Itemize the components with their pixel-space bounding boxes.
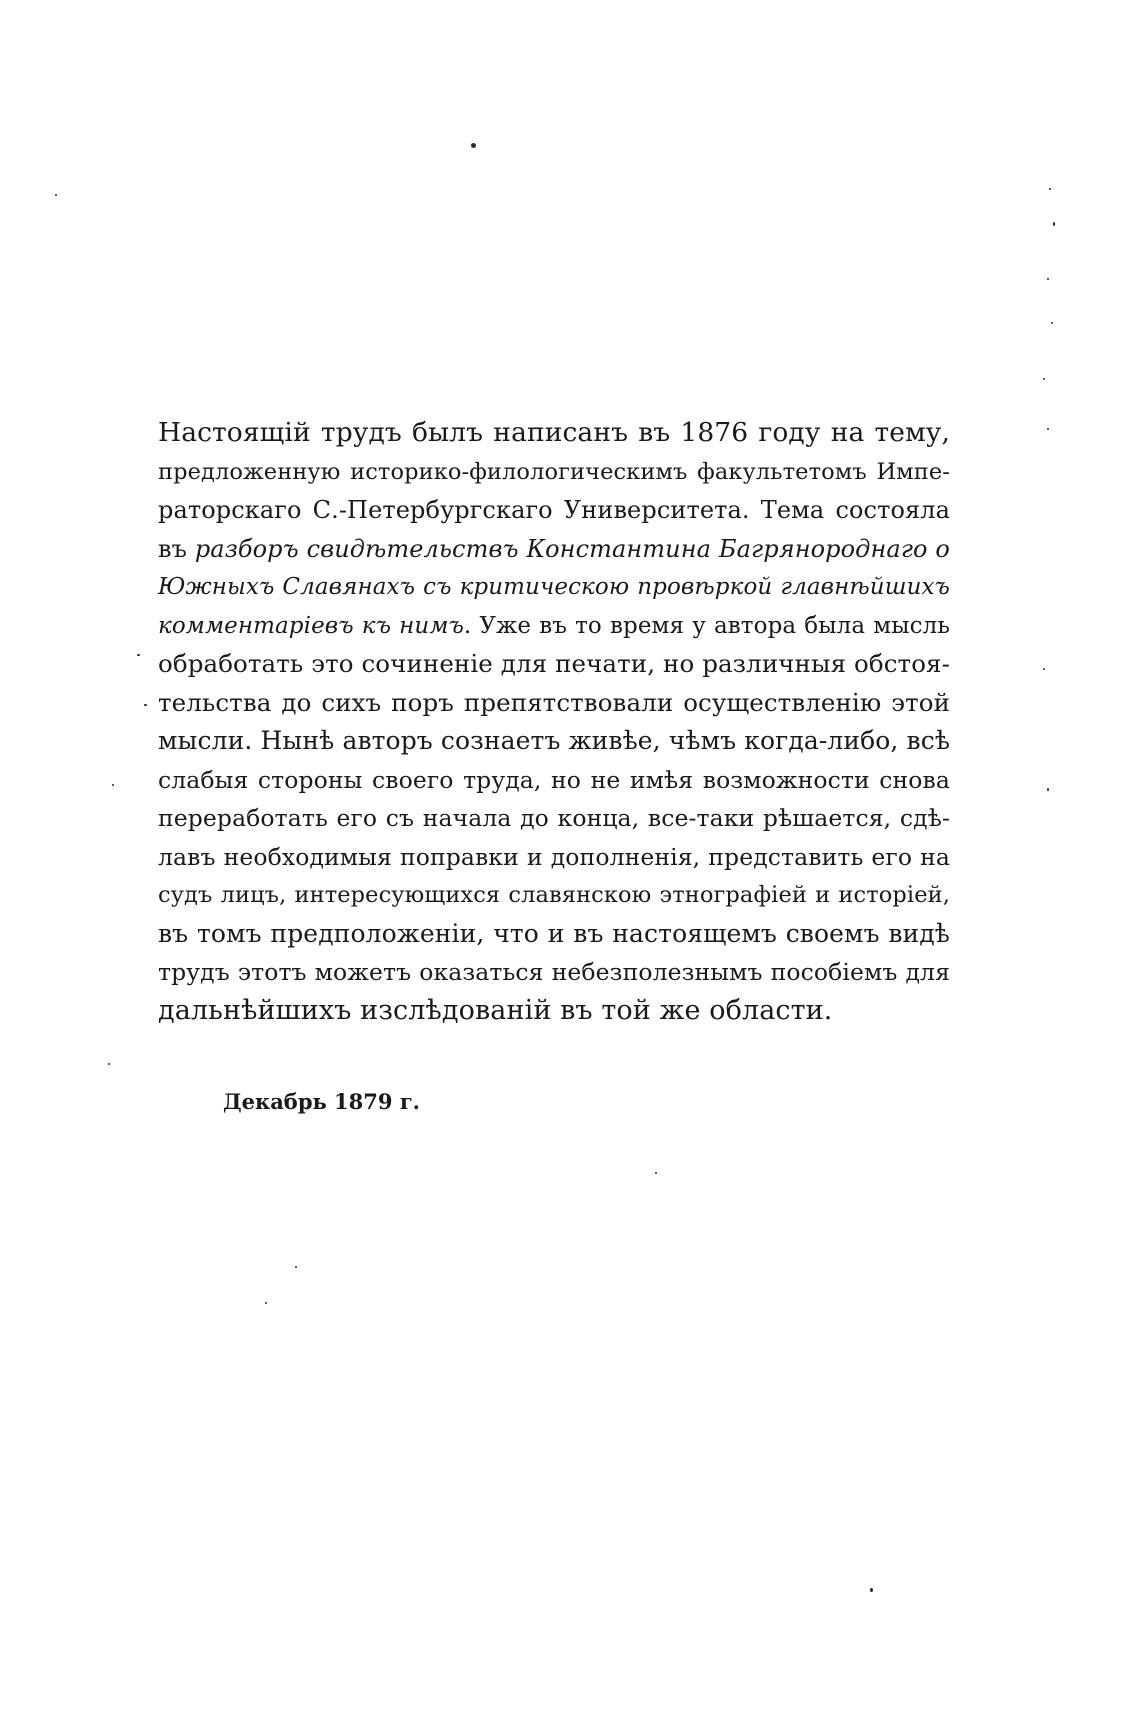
scan-speck [1047,788,1049,791]
text-line [158,414,950,453]
text-line [158,799,950,838]
text-line [158,568,950,607]
text-line [158,491,950,530]
text-line [158,607,950,646]
text-line [158,722,950,761]
scan-speck [108,1063,110,1065]
text-segment: трудъ этотъ можетъ оказаться небезполезнымъ пособіемъ для [158,958,950,986]
italic-text-segment: разборъ свидѣтельствъ Константина Багрянороднаго о [194,534,950,563]
scan-speck [112,784,114,786]
scan-speck [265,1302,267,1304]
scan-speck [144,704,147,706]
text-segment: обработать это сочиненіе для печати, но различныя обстоя- [158,649,950,678]
text-line [158,915,950,954]
text-segment: слабыя стороны своего труда, но не имѣя возможности снова [158,765,950,794]
text-segment: дальнѣйшихъ изслѣдованій въ той же области. [158,994,833,1026]
text-segment: въ [158,534,195,563]
scan-speck [655,1172,657,1174]
text-line [158,876,950,915]
text-segment: въ томъ предположеніи, что и въ настоящемъ своемъ видѣ [158,918,950,948]
scan-speck [471,143,476,148]
scan-speck [1051,322,1053,324]
text-line [158,453,950,492]
text-line [158,992,950,1031]
italic-text-segment: Южныхъ Славянахъ съ критическою провѣркой главнѣйшихъ [158,574,950,600]
text-line [158,684,950,723]
scan-speck [870,1588,873,1592]
scan-speck [55,194,57,196]
text-segment: мысли. Нынѣ авторъ сознаетъ живѣе, чѣмъ когда-либо, всѣ [158,726,950,755]
text-segment: раторскаго С.-Петербургскаго Университета. Тема состояла [158,496,950,524]
text-line [158,645,950,684]
italic-text-segment: комментаріевъ къ нимъ [158,612,464,639]
preface-paragraph [158,414,950,1030]
text-line [158,761,950,800]
text-line [158,838,950,877]
scan-speck [1053,222,1055,226]
text-line [158,530,950,569]
text-segment: судъ лицъ, интересующихся славянскою этнографіей и исторіей, [158,882,950,908]
text-segment: . Уже въ то время у автора была мысль [463,612,950,639]
scan-speck [1047,428,1049,430]
scan-speck [1043,668,1045,670]
text-segment: Настоящій трудъ былъ написанъ въ 1876 году на тему, [158,417,950,448]
scan-speck [1043,378,1045,380]
scan-speck [295,1266,297,1268]
scan-speck [137,654,140,656]
text-segment: тельства до сихъ поръ препятствовали осуществленію этой [158,687,950,717]
date-line: Декабрь 1879 г. [223,1089,420,1114]
text-segment: лавъ необходимыя поправки и дополненія, представить его на [158,842,950,871]
scan-speck [1047,278,1049,280]
scan-speck [1049,188,1051,190]
text-segment: переработать его съ начала до конца, все-таки рѣшается, сдѣ- [158,804,950,832]
text-segment: предложенную историко-филологическимъ факультетомъ Импе- [158,458,950,485]
text-line [158,953,950,992]
